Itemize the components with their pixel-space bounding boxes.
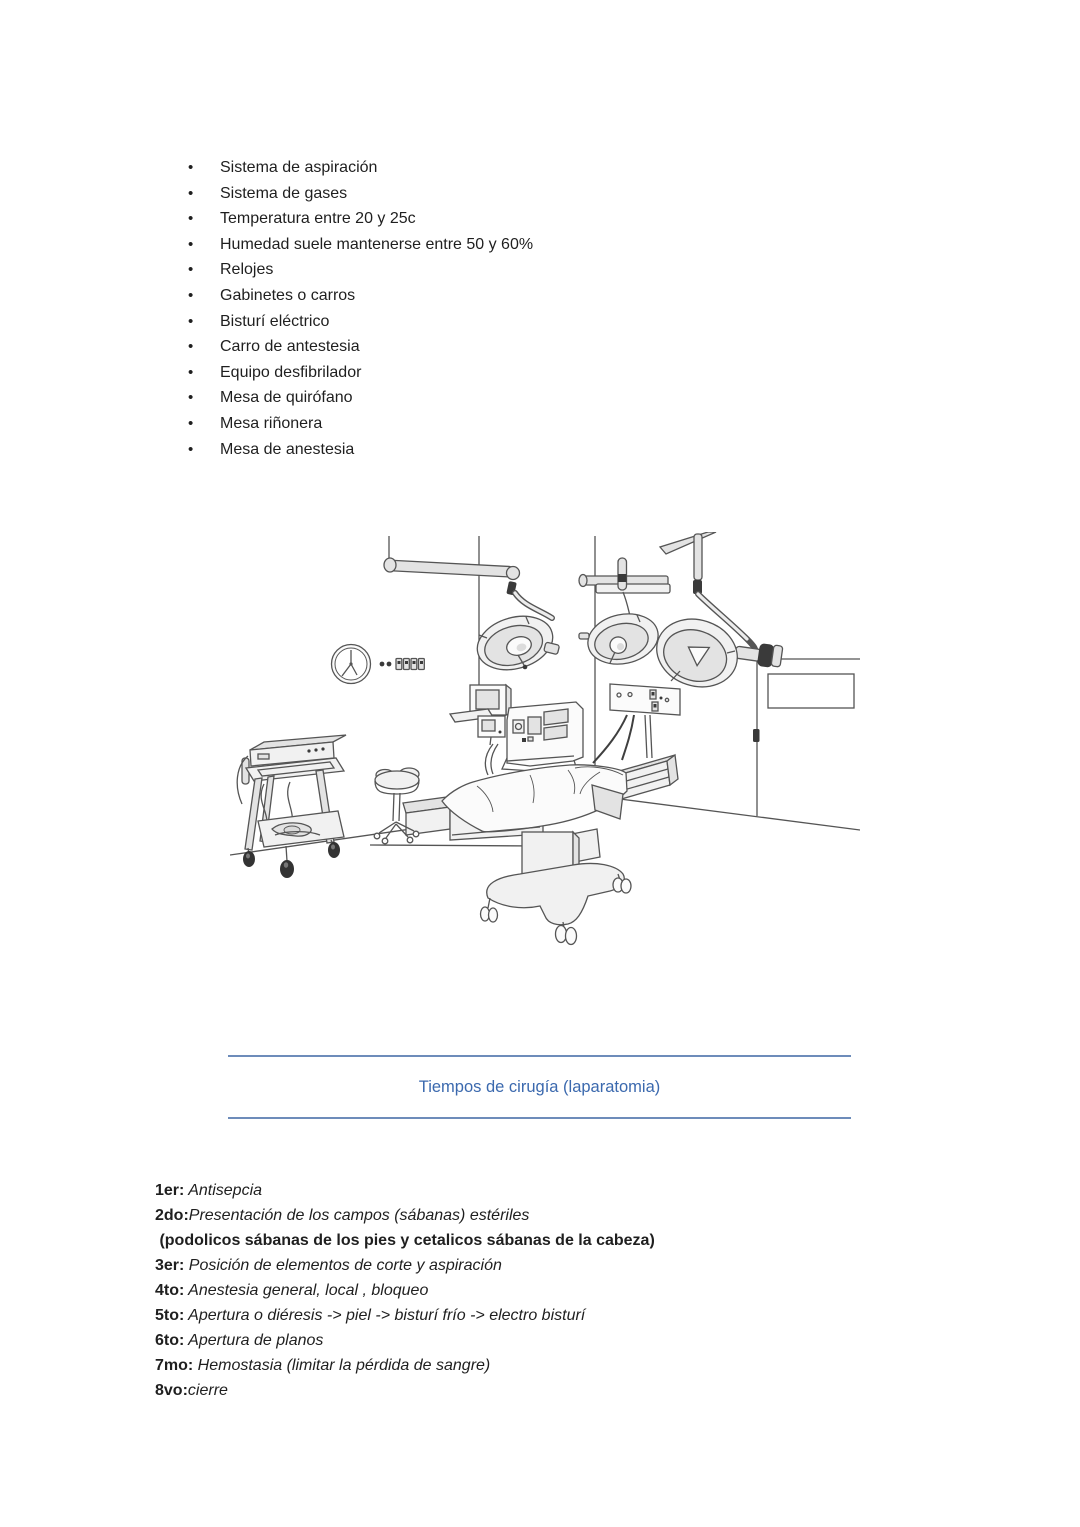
surgery-step-row bbox=[155, 1203, 655, 1228]
equipment-item-label: Mesa de quirófano bbox=[220, 389, 353, 407]
step-text: Posición de elementos de corte y aspiración bbox=[184, 1257, 502, 1274]
step-label: 6to: bbox=[155, 1332, 185, 1349]
step-text: Apertura o diéresis -> piel -> bisturí frío -> electro bisturí bbox=[184, 1307, 586, 1324]
step-text: Apertura de planos bbox=[184, 1332, 324, 1349]
door-hinge bbox=[753, 729, 760, 742]
operating-table bbox=[370, 765, 631, 945]
surgery-step-row bbox=[155, 1303, 655, 1328]
equipment-item bbox=[188, 360, 533, 386]
bullet-icon: • bbox=[188, 440, 194, 458]
equipment-item-label: Carro de antestesia bbox=[220, 338, 360, 356]
section-heading bbox=[228, 1055, 851, 1119]
equipment-item bbox=[188, 385, 533, 411]
surgery-steps-list bbox=[155, 1178, 655, 1403]
operating-room-illustration bbox=[230, 532, 860, 962]
surgery-step-row bbox=[155, 1253, 655, 1278]
bullet-icon: • bbox=[188, 312, 194, 330]
step-label: 8vo: bbox=[155, 1382, 188, 1399]
bullet-icon: • bbox=[188, 389, 194, 407]
section-heading-title: Tiempos de cirugía (laparatomia) bbox=[418, 1077, 661, 1096]
equipment-item-label: Humedad suele mantenerse entre 50 y 60% bbox=[220, 235, 534, 253]
step-label: 4to: bbox=[155, 1282, 185, 1299]
equipment-item bbox=[188, 309, 533, 335]
surgery-step-row bbox=[155, 1353, 655, 1378]
equipment-item bbox=[188, 206, 533, 232]
step-text: Hemostasia (limitar la pérdida de sangre) bbox=[193, 1357, 491, 1374]
monitor-unit bbox=[450, 685, 511, 745]
step-label: 1er: bbox=[155, 1182, 185, 1199]
equipment-item-label: Bisturí eléctrico bbox=[220, 312, 330, 330]
surgery-step-row bbox=[155, 1178, 655, 1203]
wall-clock-icon bbox=[332, 645, 371, 684]
equipment-item-label: Relojes bbox=[220, 261, 274, 279]
bullet-icon: • bbox=[188, 210, 194, 228]
surgery-step-row bbox=[155, 1278, 655, 1303]
surgery-step-row bbox=[155, 1228, 655, 1253]
equipment-item bbox=[188, 181, 533, 207]
wall-switches bbox=[380, 659, 425, 670]
equipment-item bbox=[188, 411, 533, 437]
equipment-item bbox=[188, 437, 533, 463]
equipment-item bbox=[188, 155, 533, 181]
equipment-item-label: Mesa de anestesia bbox=[220, 440, 355, 458]
equipment-item-label: Sistema de aspiración bbox=[220, 159, 378, 176]
step-text: (podolicos sábanas de los pies y cetalicos sábanas de la cabeza) bbox=[155, 1232, 655, 1249]
equipment-item bbox=[188, 283, 533, 309]
electrosurgical-cart bbox=[237, 735, 346, 878]
step-label: 2do: bbox=[155, 1207, 189, 1224]
surgery-step-row bbox=[155, 1378, 655, 1403]
bullet-icon: • bbox=[188, 159, 194, 176]
bullet-icon: • bbox=[188, 286, 194, 304]
step-label: 3er: bbox=[155, 1257, 185, 1274]
step-label: 5to: bbox=[155, 1307, 185, 1324]
step-text: Anestesia general, local , bloqueo bbox=[184, 1282, 429, 1299]
step-text: Antisepcia bbox=[184, 1182, 263, 1199]
bullet-icon: • bbox=[188, 363, 194, 381]
equipment-item-label: Temperatura entre 20 y 25c bbox=[220, 210, 416, 228]
bullet-icon: • bbox=[188, 184, 194, 202]
surgery-step-row bbox=[155, 1328, 655, 1353]
wall-outlet-panel bbox=[593, 684, 680, 763]
bullet-icon: • bbox=[188, 235, 194, 253]
surgical-lights-right bbox=[579, 532, 783, 697]
bullet-icon: • bbox=[188, 261, 194, 279]
equipment-item-label: Equipo desfibrilador bbox=[220, 363, 362, 381]
step-label: 7mo: bbox=[155, 1357, 194, 1374]
equipment-item bbox=[188, 232, 533, 258]
equipment-list bbox=[188, 155, 533, 462]
surgical-light-left bbox=[384, 536, 560, 678]
equipment-item-label: Mesa riñonera bbox=[220, 414, 323, 432]
wall-niche bbox=[768, 674, 854, 708]
step-text: cierre bbox=[187, 1382, 228, 1399]
equipment-item bbox=[188, 257, 533, 283]
equipment-item-label: Sistema de gases bbox=[220, 184, 348, 202]
bullet-icon: • bbox=[188, 414, 194, 432]
equipment-item-label: Gabinetes o carros bbox=[220, 286, 356, 304]
bullet-icon: • bbox=[188, 338, 194, 356]
step-text: Presentación de los campos (sábanas) estériles bbox=[188, 1207, 530, 1224]
equipment-item bbox=[188, 334, 533, 360]
